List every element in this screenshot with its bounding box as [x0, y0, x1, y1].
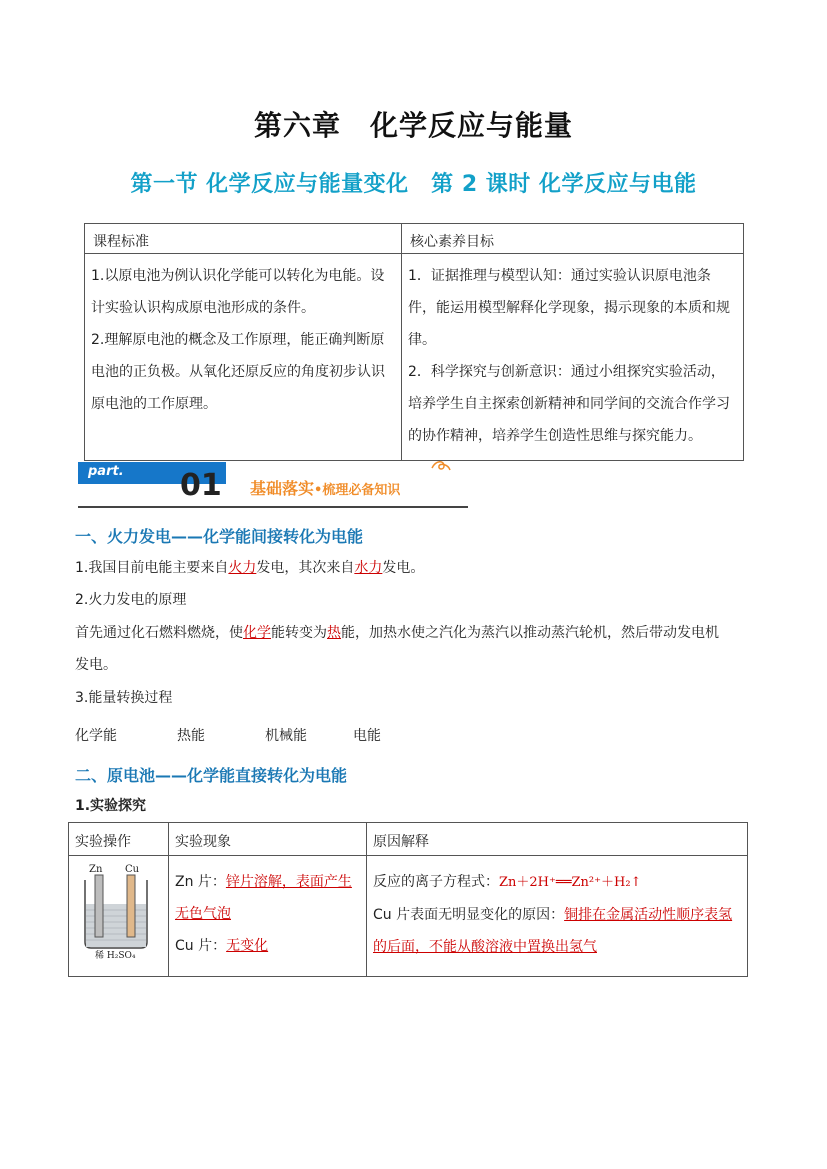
literacy-header: 核心素养目标 — [402, 224, 744, 254]
exp-header: 实验操作 — [69, 823, 169, 856]
experiment-table — [68, 822, 748, 977]
section2-subtitle: 1.实验探究 — [75, 798, 147, 814]
paragraph-1: 1.我国目前电能主要来自火力发电，其次来自水力发电。 — [75, 560, 425, 576]
flow-step: 机械能 — [265, 728, 307, 744]
section1-title: 一、火力发电——化学能间接转化为电能 — [75, 527, 364, 546]
cu-electrode-label: Cu — [125, 864, 140, 875]
electrolyte-label: 稀 H₂SO₄ — [95, 951, 136, 960]
banner-label-main: 基础落实 — [250, 479, 315, 498]
swirl-icon — [430, 460, 452, 476]
paragraph-4: 3.能量转换过程 — [75, 690, 173, 706]
standard-item: 1.以原电池为例认识化学能可以转化为电能。设计实验认识构成原电池形成的条件。 — [91, 268, 385, 316]
banner-part: part. — [88, 464, 124, 479]
flow-step: 化学能 — [75, 728, 117, 744]
standard-item: 2.理解原电池的概念及工作原理，能正确判断原电池的正负极。从氧化还原反应的角度初步认识原电池的工作原理。 — [91, 332, 385, 412]
answer-blank: 火力 — [228, 560, 257, 576]
explanation-cell: 反应的离子方程式：Zn＋2H⁺══Zn²⁺＋H₂↑ Cu 片表面无明显变化的原因：铜排在金属活动性顺序表氢的后面，不能从酸溶液中置换出氢气 — [367, 856, 748, 977]
literacy-cell — [402, 254, 744, 461]
chapter-title: 第六章 化学反应与能量 — [253, 109, 573, 142]
flow-step: 热能 — [177, 728, 205, 744]
standards-header: 课程标准 — [85, 224, 402, 254]
paragraph-3: 首先通过化石燃料燃烧，使化学能转变为热能，加热水使之汽化为蒸汽以推动蒸汽轮机，然后带动发电机 — [75, 625, 719, 641]
flow-step: 电能 — [353, 728, 381, 744]
answer-blank: 铜排在金属活动性顺序表氢的后面，不能从酸溶液中置换出氢气 — [373, 907, 733, 955]
standards-cell — [85, 254, 402, 461]
phenomenon-cell: Zn 片：锌片溶解，表面产生无色气泡 Cu 片：无变化 — [169, 856, 367, 977]
standards-table — [84, 223, 744, 461]
answer-blank: 热 — [327, 625, 341, 641]
zn-electrode-label: Zn — [89, 864, 103, 875]
part-banner — [78, 460, 468, 508]
section2-title: 二、原电池——化学能直接转化为电能 — [75, 766, 348, 785]
paragraph-3-cont: 发电。 — [75, 657, 117, 673]
literacy-item: 2．科学探究与创新意识：通过小组探究实验活动，培养学生自主探索创新精神和同学间的交流合作学习的协作精神，培养学生创造性思维与探究能力。 — [408, 364, 730, 444]
banner-number: 01 — [180, 468, 222, 503]
ionic-equation: Zn＋2H⁺══Zn²⁺＋H₂↑ — [499, 875, 642, 890]
galvanic-cell-diagram — [75, 860, 161, 960]
banner-label-sub: •梳理必备知识 — [314, 483, 401, 498]
answer-blank: 锌片溶解，表面产生无色气泡 — [175, 874, 352, 922]
banner-underline — [78, 506, 468, 508]
exp-header: 实验现象 — [169, 823, 367, 856]
answer-blank: 无变化 — [226, 938, 269, 954]
exp-header: 原因解释 — [367, 823, 748, 856]
answer-blank: 化学 — [243, 625, 271, 641]
banner-label — [250, 476, 400, 499]
literacy-item: 1．证据推理与模型认知：通过实验认识原电池条件，能运用模型解释化学现象，揭示现象的本质和规律。 — [408, 268, 730, 348]
paragraph-2: 2.火力发电的原理 — [75, 592, 187, 608]
apparatus-cell — [69, 856, 169, 977]
section-title: 第一节 化学反应与能量变化 第 2 课时 化学反应与电能 — [130, 172, 697, 197]
answer-blank: 水力 — [354, 560, 383, 576]
